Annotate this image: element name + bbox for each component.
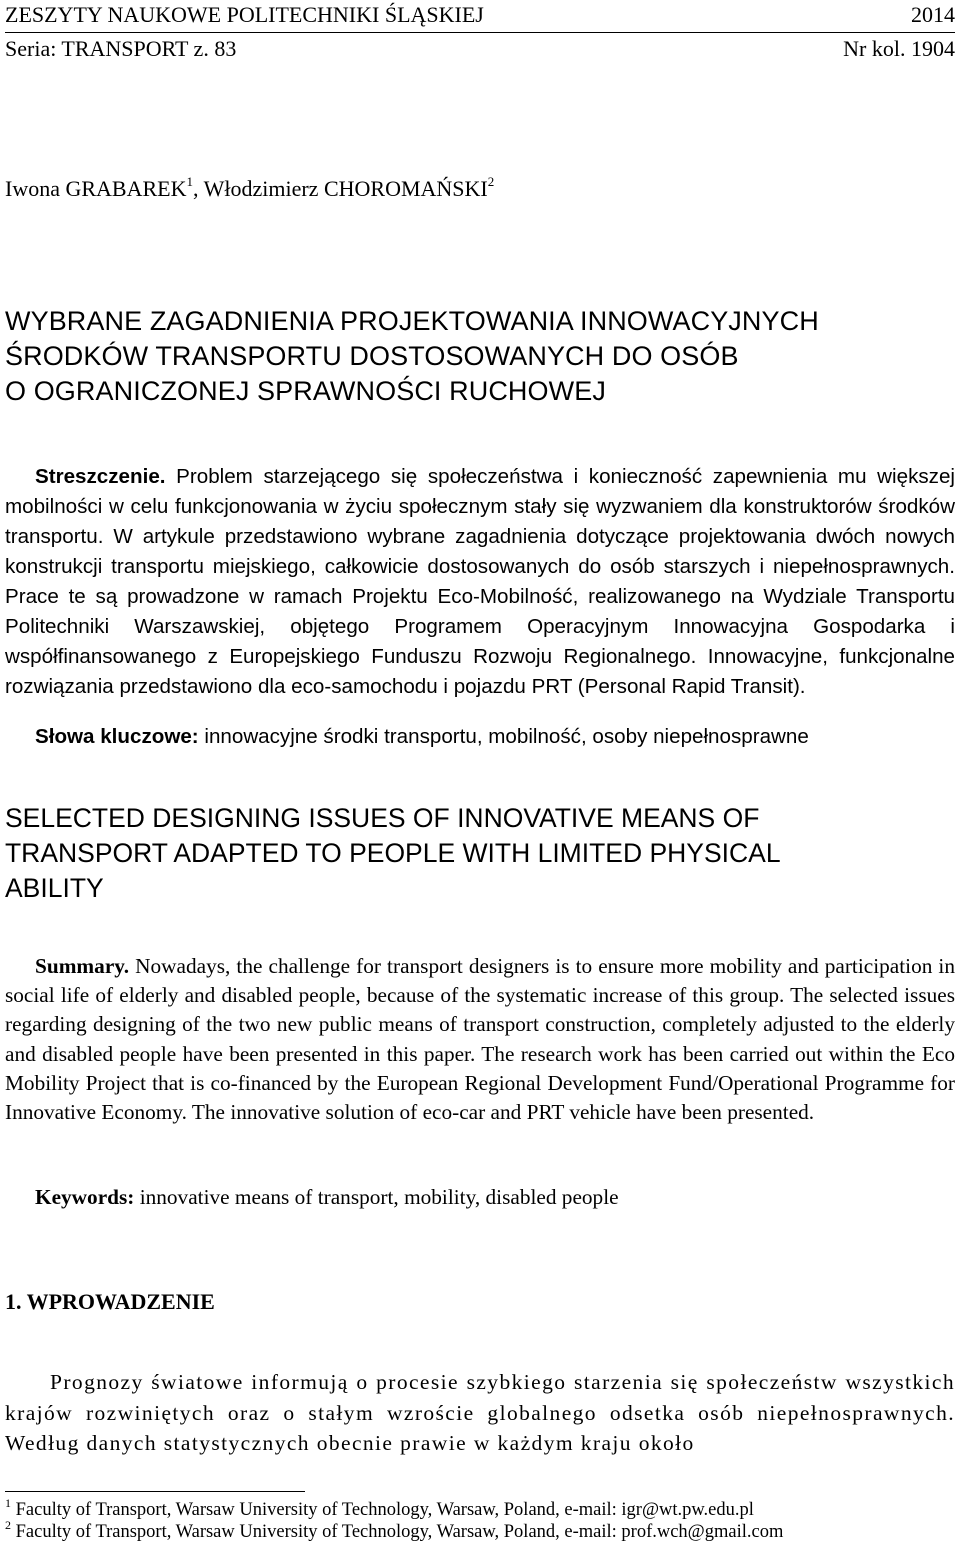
keywords-english-label: Keywords: bbox=[35, 1185, 135, 1209]
abstract-polish-text: Problem starzejącego się społeczeństwa i konieczność zapewnienia mu większej mobilności w celu funkcjonowania w życiu społecznym stały się wyzwaniem dla konstruktorów środków transportu. W artykule przedstawiono wybrane zagadnienia dotyczące projektowania dwóch nowych konstrukcji transportu miejskiego, całkowicie dostosowanych do osób starszych i niepełnosprawnych. Prace te są prowadzone w ramach Projektu Eco-Mobilność, realizowanego na Wydziale Transportu Politechniki Warszawskiej, objętego Programem Operacyjnym Innowacyjna Gospodarka i współfinansowanego z Europejskiego Funduszu Rozwoju Regionalnego. Innowacyjne, funkcjonalne rozwiązania przedstawiono dla eco-samochodu i pojazdu PRT (Personal Rapid Transit). bbox=[5, 465, 955, 698]
title-polish-line-1: WYBRANE ZAGADNIENIA PROJEKTOWANIA INNOWACYJNYCH bbox=[5, 306, 819, 336]
author-2: Włodzimierz CHOROMAŃSKI bbox=[203, 176, 488, 201]
title-english-line-1: SELECTED DESIGNING ISSUES OF INNOVATIVE MEANS OF bbox=[5, 803, 760, 833]
title-polish-line-3: O OGRANICZONEJ SPRAWNOŚCI RUCHOWEJ bbox=[5, 376, 606, 406]
footnote-2 bbox=[5, 1518, 784, 1543]
title-polish-line-2: ŚRODKÓW TRANSPORTU DOSTOSOWANYCH DO OSÓB bbox=[5, 341, 739, 371]
keywords-english bbox=[35, 1184, 619, 1210]
keywords-english-text: innovative means of transport, mobility, disabled people bbox=[134, 1185, 619, 1209]
author-separator: , bbox=[193, 176, 204, 201]
footnote-1-number: 1 bbox=[5, 1496, 11, 1510]
abstract-english-label: Summary. bbox=[35, 954, 130, 978]
section-body-text: Prognozy światowe informują o procesie szybkiego starzenia się społeczeństw wszystkich krajów rozwiniętych oraz o stałym wzroście globalnego odsetka osób niepełnosprawnych. Według danych statystycznych obecnie prawie w każdym kraju około bbox=[5, 1370, 955, 1455]
journal-number: Nr kol. 1904 bbox=[843, 36, 955, 61]
abstract-polish bbox=[5, 462, 955, 702]
abstract-english-text: Nowadays, the challenge for transport designers is to ensure more mobility and participation in social life of elderly and disabled people, because of the systematic increase of this group. The selected issues regarding designing of the two new public means of transport construction, completely adjusted to the elderly and disabled people have been presented in this paper. The research work has been carried out within the Eco Mobility Project that is co-financed by the European Regional Development Fund/Operational Programme for Innovative Economy. The innovative solution of eco-car and PRT vehicle have been presented. bbox=[5, 954, 955, 1125]
footnote-1-text: Faculty of Transport, Warsaw University of Technology, Warsaw, Poland, e-mail: igr@wt.pw.edu.pl bbox=[11, 1500, 754, 1520]
footnote-rule bbox=[5, 1491, 305, 1492]
keywords-polish-text: innowacyjne środki transportu, mobilność, osoby niepełnosprawne bbox=[198, 725, 809, 748]
footnote-2-text: Faculty of Transport, Warsaw University of Technology, Warsaw, Poland, e-mail: prof.wch@gmail.com bbox=[11, 1522, 784, 1542]
journal-year: 2014 bbox=[911, 2, 955, 27]
header-rule bbox=[5, 32, 955, 33]
section-heading: 1. WPROWADZENIE bbox=[5, 1289, 215, 1314]
section-body bbox=[5, 1367, 955, 1459]
journal-name: ZESZYTY NAUKOWE POLITECHNIKI ŚLĄSKIEJ bbox=[5, 2, 484, 27]
author-1: Iwona GRABAREK bbox=[5, 176, 187, 201]
abstract-polish-label: Streszczenie. bbox=[35, 465, 166, 488]
title-polish bbox=[5, 304, 955, 409]
title-english-line-2: TRANSPORT ADAPTED TO PEOPLE WITH LIMITED PHYSICAL bbox=[5, 838, 781, 868]
keywords-polish-label: Słowa kluczowe: bbox=[35, 725, 199, 748]
paper-page bbox=[5, 0, 955, 1549]
abstract-english bbox=[5, 952, 955, 1127]
title-english-line-3: ABILITY bbox=[5, 873, 104, 903]
author-2-ref: 2 bbox=[487, 174, 495, 189]
author-1-ref: 1 bbox=[186, 174, 193, 189]
journal-series: Seria: TRANSPORT z. 83 bbox=[5, 36, 237, 61]
keywords-polish bbox=[35, 724, 809, 750]
author-line bbox=[5, 176, 494, 202]
title-english bbox=[5, 801, 955, 906]
footnote-1 bbox=[5, 1496, 754, 1521]
footnote-2-number: 2 bbox=[5, 1518, 11, 1532]
